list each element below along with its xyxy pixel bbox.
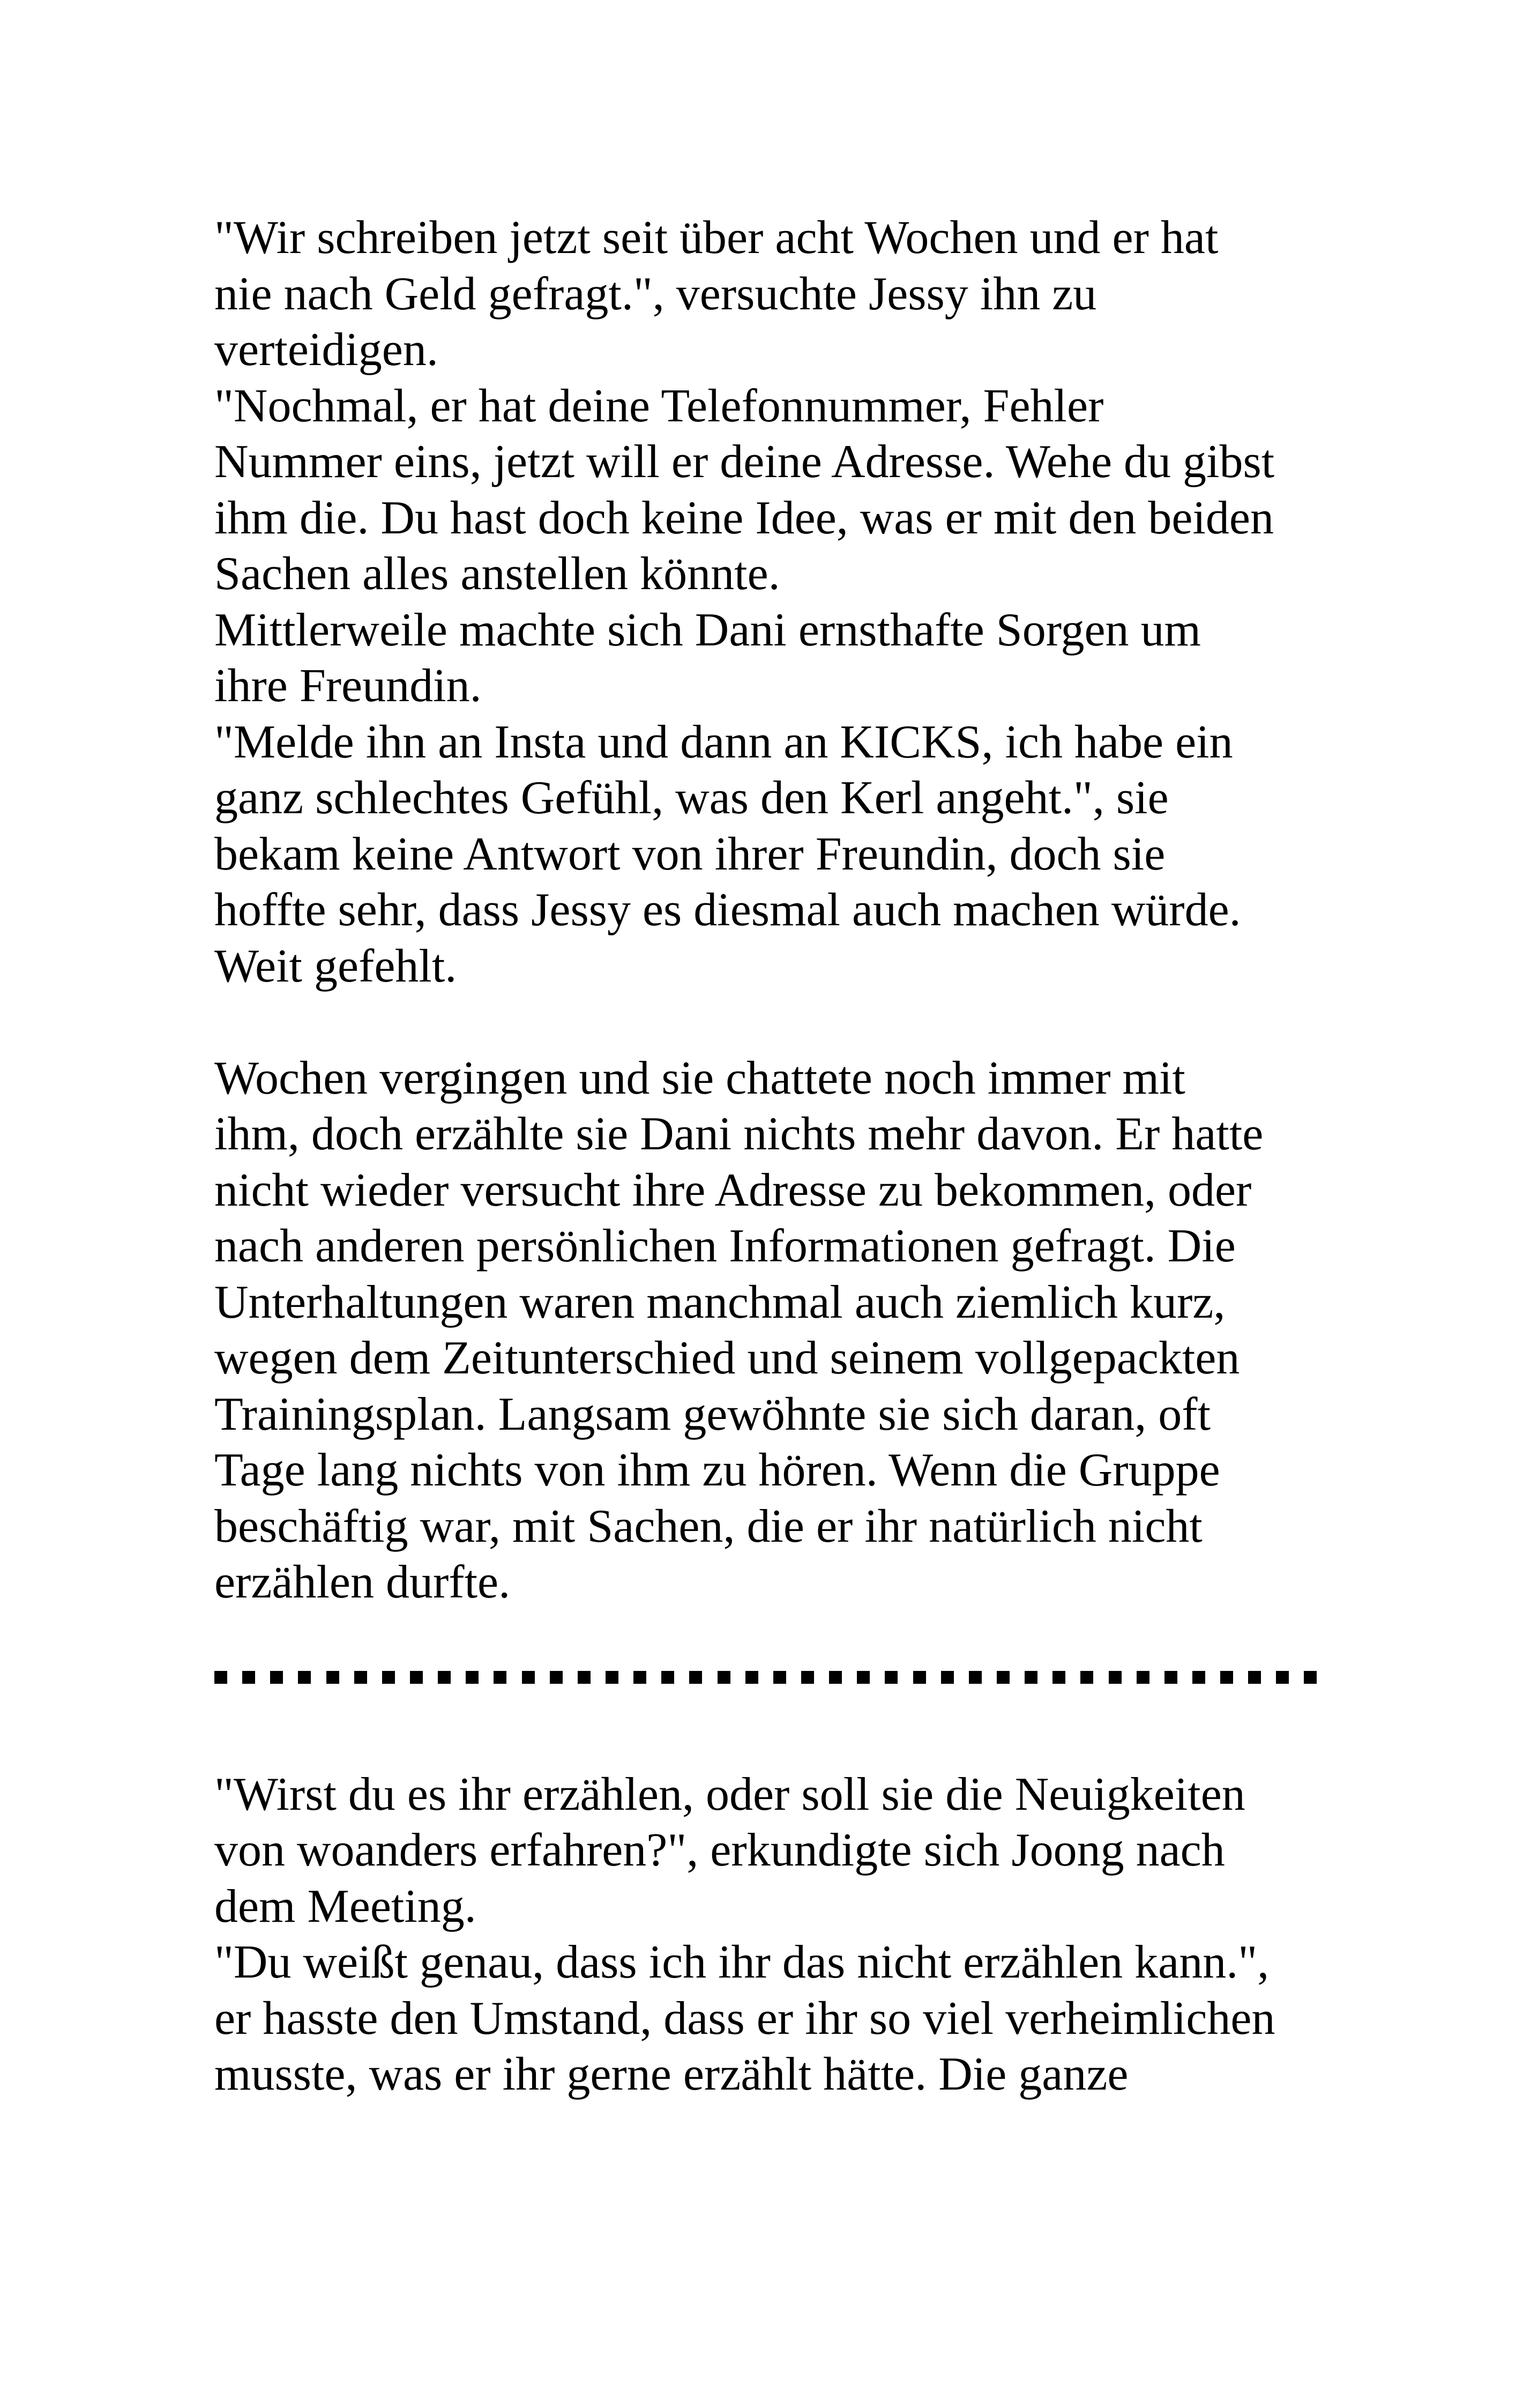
separator-square <box>606 1671 618 1684</box>
text-line: ganz schlechtes Gefühl, was den Kerl angeht.", sie <box>214 772 1169 824</box>
separator-square <box>1052 1671 1065 1684</box>
separator-square <box>941 1671 954 1684</box>
text-line: er hasste den Umstand, dass er ihr so viel verheimlichen <box>214 1992 1275 2045</box>
separator-square <box>354 1671 367 1684</box>
separator-square <box>1025 1671 1037 1684</box>
text-line: Wochen vergingen und sie chattete noch immer mit <box>214 1052 1185 1104</box>
separator-square <box>550 1671 563 1684</box>
text-line: ihm die. Du hast doch keine Idee, was er mit den beiden <box>214 492 1274 544</box>
separator-square <box>885 1671 898 1684</box>
separator-square <box>913 1671 926 1684</box>
text-line: nie nach Geld gefragt.", versuchte Jessy ihn zu <box>214 267 1097 320</box>
separator-square <box>1080 1671 1093 1684</box>
separator-square <box>326 1671 339 1684</box>
separator-square <box>1304 1671 1317 1684</box>
separator-square <box>661 1671 674 1684</box>
text-line: ihm, doch erzählte sie Dani nichts mehr davon. Er hatte <box>214 1108 1264 1160</box>
separator-square <box>689 1671 702 1684</box>
paragraph <box>214 210 1340 378</box>
text-line: hoffte sehr, dass Jessy es diesmal auch machen würde. <box>214 884 1241 936</box>
paragraph <box>214 378 1340 603</box>
text-line: Unterhaltungen waren manchmal auch ziemlich kurz, <box>214 1276 1226 1328</box>
separator-square <box>1192 1671 1205 1684</box>
separator-square <box>773 1671 786 1684</box>
separator-square <box>214 1671 227 1684</box>
text-line: "Wir schreiben jetzt seit über acht Wochen und er hat <box>214 212 1219 264</box>
separator-square <box>801 1671 814 1684</box>
text-line: ihre Freundin. <box>214 660 482 712</box>
separator-square <box>1137 1671 1149 1684</box>
separator-square <box>1248 1671 1261 1684</box>
text-line: Tage lang nichts von ihm zu hören. Wenn die Gruppe <box>214 1444 1220 1496</box>
text-line: von woanders erfahren?", erkundigte sich Joong nach <box>214 1824 1225 1876</box>
paragraph <box>214 715 1340 995</box>
separator-square <box>829 1671 842 1684</box>
paragraph <box>214 603 1340 715</box>
separator-square <box>578 1671 591 1684</box>
separator-square <box>410 1671 423 1684</box>
separator-square <box>494 1671 506 1684</box>
separator-square <box>745 1671 758 1684</box>
paragraph <box>214 1051 1340 1611</box>
text-line: bekam keine Antwort von ihrer Freundin, doch sie <box>214 828 1166 880</box>
separator-square <box>1276 1671 1289 1684</box>
text-line: Mittlerweile machte sich Dani ernsthafte Sorgen um <box>214 604 1201 656</box>
text-line: beschäftig war, mit Sachen, die er ihr natürlich nicht <box>214 1500 1203 1552</box>
section-separator <box>214 1671 1317 1685</box>
paragraph <box>214 1935 1340 2103</box>
text-line: "Wirst du es ihr erzählen, oder soll sie die Neuigkeiten <box>214 1768 1245 1820</box>
text-line: nicht wieder versucht ihre Adresse zu bekommen, oder <box>214 1164 1252 1216</box>
separator-square <box>997 1671 1010 1684</box>
separator-square <box>1220 1671 1233 1684</box>
separator-square <box>298 1671 311 1684</box>
text-line: nach anderen persönlichen Informationen gefragt. Die <box>214 1220 1236 1272</box>
text-line: wegen dem Zeitunterschied und seinem vollgepackten <box>214 1332 1240 1384</box>
text-line: Weit gefehlt. <box>214 940 457 992</box>
separator-square <box>242 1671 255 1684</box>
text-line: erzählen durfte. <box>214 1556 511 1608</box>
text-line: musste, was er ihr gerne erzählt hätte. Die ganze <box>214 2048 1129 2100</box>
separator-square <box>857 1671 870 1684</box>
separator-square <box>270 1671 283 1684</box>
paragraph-gap <box>214 994 1340 1051</box>
separator-square <box>969 1671 982 1684</box>
text-line: Trainingsplan. Langsam gewöhnte sie sich daran, oft <box>214 1388 1211 1440</box>
separator-square <box>1109 1671 1122 1684</box>
document-body <box>214 210 1340 2103</box>
separator-square <box>466 1671 479 1684</box>
separator-square <box>718 1671 730 1684</box>
separator-square <box>382 1671 395 1684</box>
separator-square <box>522 1671 535 1684</box>
text-line: Sachen alles anstellen könnte. <box>214 548 780 600</box>
text-line: "Du weißt genau, dass ich ihr das nicht erzählen kann.", <box>214 1936 1270 1988</box>
paragraph <box>214 1767 1340 1935</box>
text-line: "Nochmal, er hat deine Telefonnummer, Fehler <box>214 380 1104 432</box>
text-line: dem Meeting. <box>214 1880 476 1933</box>
text-line: Nummer eins, jetzt will er deine Adresse. Wehe du gibst <box>214 436 1275 488</box>
separator-square <box>1164 1671 1177 1684</box>
text-line: "Melde ihn an Insta und dann an KICKS, ich habe ein <box>214 716 1233 768</box>
separator-square <box>438 1671 451 1684</box>
separator-square <box>633 1671 646 1684</box>
text-line: verteidigen. <box>214 324 438 376</box>
